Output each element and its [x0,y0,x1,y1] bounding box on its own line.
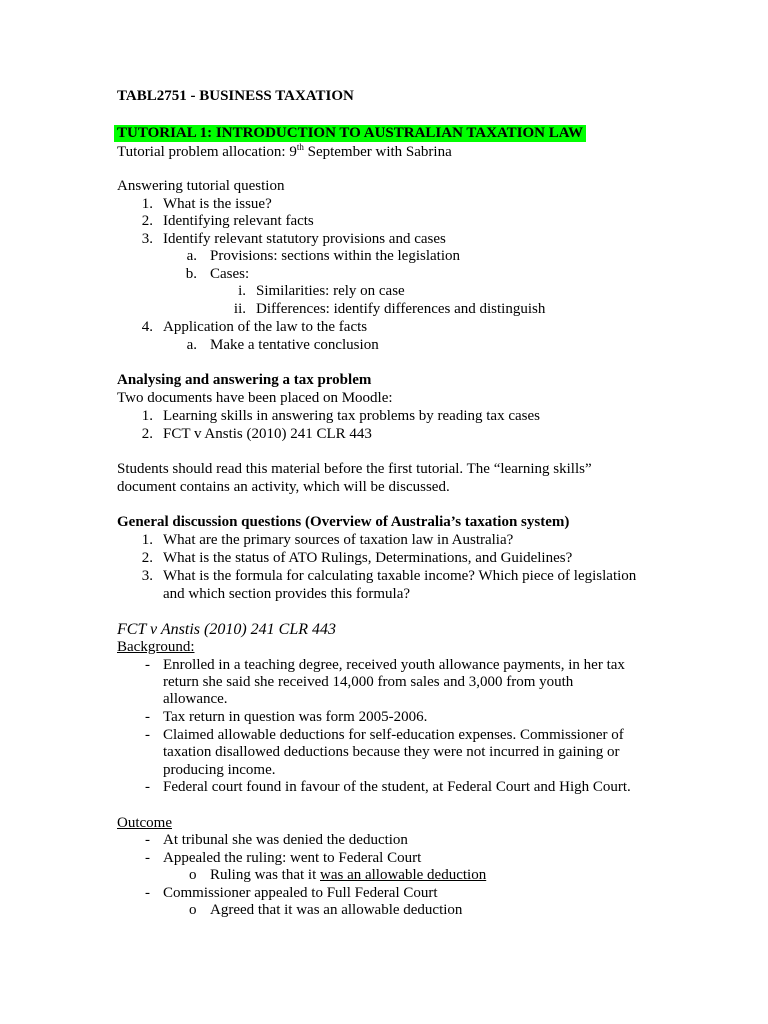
list-text: Identifying relevant facts [163,213,314,229]
analysing-intro: Two documents have been placed on Moodle: [117,390,393,406]
list-marker: - [145,709,150,725]
list-text: Commissioner appealed to Full Federal Court [163,885,438,901]
allocation-sup: th [296,142,304,152]
list-marker: 2. [141,213,153,229]
list-marker: a. [186,248,197,264]
list-text: Make a tentative conclusion [210,337,379,353]
list-marker: 1. [141,408,153,424]
list-marker: - [145,850,150,866]
course-title: TABL2751 - BUSINESS TAXATION [117,88,354,104]
tutorial-heading [117,125,586,142]
list-text: Claimed allowable deductions for self-education expenses. Commissioner of [163,727,624,743]
list-text: Appealed the ruling: went to Federal Court [163,850,422,866]
list-marker: o [189,902,197,918]
list-marker: - [145,657,150,673]
list-text: FCT v Anstis (2010) 241 CLR 443 [163,426,372,442]
list-text: At tribunal she was denied the deduction [163,832,408,848]
list-text: allowance. [163,691,228,707]
list-marker: - [145,832,150,848]
list-text: Agreed that it was an allowable deduction [210,902,463,918]
allocation-prefix: Tutorial problem allocation: 9 [117,144,297,160]
outcome-heading: Outcome [117,815,172,831]
list-text [210,867,486,884]
list-marker: 1. [141,196,153,212]
list-text: Similarities: rely on case [256,283,405,299]
list-marker: 2. [141,426,153,442]
list-marker: 3. [141,231,153,247]
list-text: What is the issue? [163,196,272,212]
list-marker: - [145,885,150,901]
background-heading: Background: [117,639,195,655]
list-text: Federal court found in favour of the student, at Federal Court and High Court. [163,779,631,795]
list-marker: - [145,779,150,795]
list-marker: ii. [233,301,246,317]
list-marker: 1. [141,532,153,548]
ruling-text-prefix: Ruling was that it [210,867,320,883]
list-text: producing income. [163,762,276,778]
list-text: taxation disallowed deductions because they were not incurred in gaining or [163,744,620,760]
list-marker: b. [185,266,197,282]
general-heading: General discussion questions (Overview of Australia’s taxation system) [117,514,570,530]
list-marker: o [189,867,197,883]
paragraph-line: document contains an activity, which will be discussed. [117,479,450,495]
paragraph-line: Students should read this material before the first tutorial. The “learning skills” [117,461,592,477]
list-text: Learning skills in answering tax problems by reading tax cases [163,408,540,424]
list-marker: a. [186,337,197,353]
tutorial-allocation [117,144,452,161]
allocation-suffix: September with Sabrina [303,144,452,160]
case-title: FCT v Anstis (2010) 241 CLR 443 [117,621,336,638]
list-marker: 4. [141,319,153,335]
list-marker: 3. [141,568,153,584]
list-text: Differences: identify differences and distinguish [256,301,546,317]
list-text: Identify relevant statutory provisions and cases [163,231,446,247]
list-text: What is the formula for calculating taxable income? Which piece of legislation [163,568,637,584]
ruling-text-underlined: was an allowable deduction [320,867,487,883]
list-marker: i. [238,283,246,299]
list-text: Application of the law to the facts [163,319,368,335]
list-text: Cases: [210,266,250,282]
list-text: What are the primary sources of taxation law in Australia? [163,532,514,548]
tutorial-heading-highlight: TUTORIAL 1: INTRODUCTION TO AUSTRALIAN TAXATION LAW [114,125,586,142]
list-text: and which section provides this formula? [163,586,411,602]
analysing-heading: Analysing and answering a tax problem [117,372,372,388]
list-text: Provisions: sections within the legislation [210,248,460,264]
list-marker: - [145,727,150,743]
list-marker: 2. [141,550,153,566]
list-text: Enrolled in a teaching degree, received youth allowance payments, in her tax [163,657,625,673]
list-text: return she said she received 14,000 from sales and 3,000 from youth [163,674,574,690]
answering-heading: Answering tutorial question [117,178,285,194]
list-text: Tax return in question was form 2005-2006. [163,709,428,725]
list-text: What is the status of ATO Rulings, Determinations, and Guidelines? [163,550,573,566]
